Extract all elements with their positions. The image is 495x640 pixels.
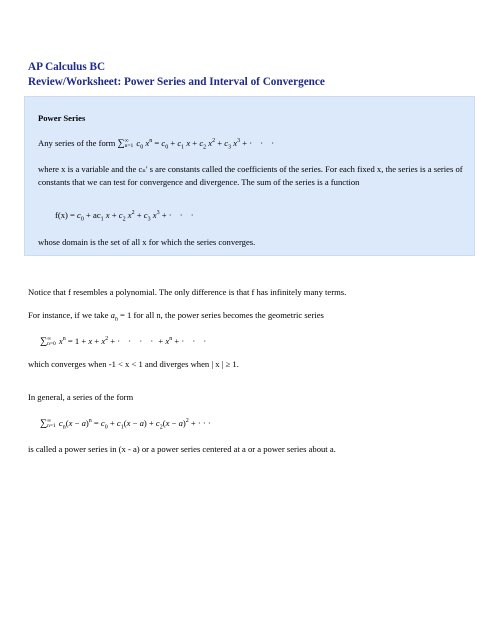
- definition-box: [24, 96, 475, 256]
- box-heading: Power Series: [38, 113, 86, 123]
- series-formula: ∑∞ n=1 $c_0$ $x^n = c_0 + c_1$ $x + c_2$ $x^2 + c_3$ $x^3$ + · · ·: [117, 138, 278, 151]
- function-definition: $f(x) = c_0 + ac_1$ $x + c_2$ $x^2 + c_3$ $x^3$ + · · ·: [55, 210, 197, 223]
- domain-text: whose domain is the set of all x for which the series converges.: [38, 237, 256, 247]
- series-form-line: [38, 137, 277, 151]
- coefficients-paragraph: where x is a variable and the cₙ' s are constants called the coefficients of the series. For each fixed x, the series is a series of constants that we can test for convergence and divergence. The sum of the series is a function: [38, 164, 463, 187]
- general-series-intro: In general, a series of the form: [28, 392, 134, 402]
- geometric-series-formula: ∑∞ n=0 $x^n = 1 + x + x^2$ + · · · · + $x^n$ + · · ·: [40, 336, 210, 348]
- power-series-formula: ∑∞ n=1 $c_n(x - a)^n = c_0 + c_1(x - a) + c_2(x - a)^2$ + · · ·: [40, 418, 211, 431]
- geometric-intro: For instance, if we take $a_n = 1$ for all n, the power series becomes the geometric series: [28, 310, 324, 323]
- polynomial-note: Notice that f resembles a polynomial. The only difference is that f has infinitely many terms.: [28, 287, 347, 297]
- geometric-intro-suffix: for all n, the power series becomes the geometric series: [133, 310, 324, 320]
- course-title: AP Calculus BC: [28, 61, 106, 73]
- power-series-definition: is called a power series in (x - a) or a power series centered at a or a power series about a.: [28, 444, 336, 454]
- convergence-condition: which converges when -1 < x < 1 and diverges when | x | ≥ 1.: [28, 359, 239, 369]
- series-form-prefix: Any series of the form: [38, 138, 116, 148]
- page-title: [28, 60, 478, 90]
- function-prefix: f(x) =: [55, 210, 78, 220]
- worksheet-title: Review/Worksheet: Power Series and Interval of Convergence: [28, 76, 325, 88]
- geometric-intro-prefix: For instance, if we take: [28, 310, 109, 320]
